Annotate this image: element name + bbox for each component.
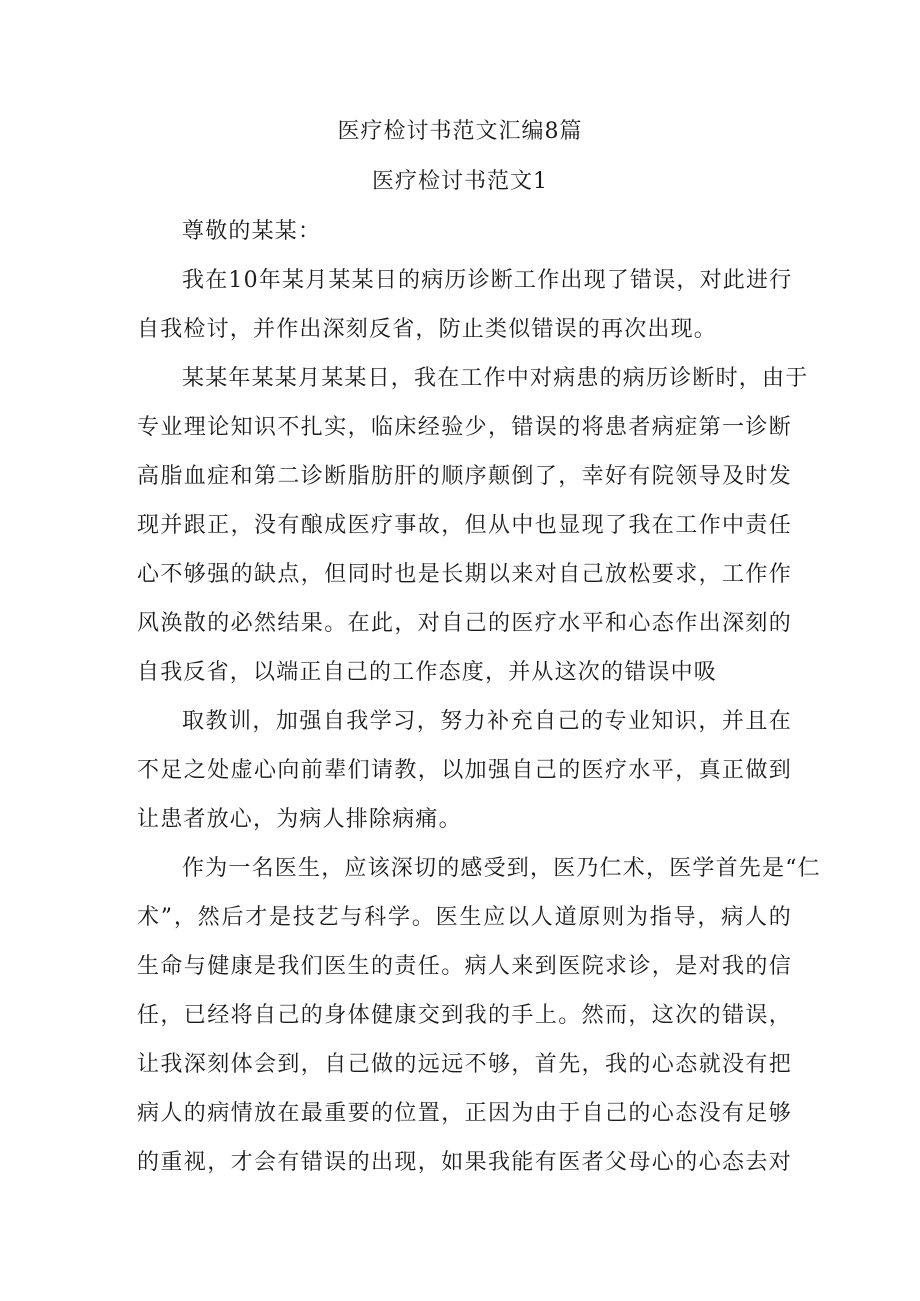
paragraph-line: 现并跟正，没有酿成医疗事故，但从中也显现了我在工作中责任 [137,513,792,538]
salutation-block [137,207,792,256]
paragraph-line: 高脂血症和第二诊断脂肪肝的顺序颠倒了，幸好有院领导及时发 [137,464,792,489]
paragraph-2 [137,354,809,697]
paragraph-1 [137,256,792,354]
paragraph-4 [137,844,821,1187]
paragraph-line: 让患者放心，为病人排除病痛。 [137,807,462,832]
paragraph-line: 心不够强的缺点，但同时也是长期以来对自己放松要求，工作作 [137,562,792,587]
paragraph-line: 专业理论知识不扎实，临床经验少，错误的将患者病症第一诊断 [137,415,792,440]
paragraph-line: 作为一名医生，应该深切的感受到，医乃仁术，医学首先是“仁 [182,856,821,881]
document-title: 医疗检讨书范文汇编8篇 [337,119,583,144]
paragraph-line: 不足之处虚心向前辈们请教，以加强自己的医疗水平，真正做到 [137,758,792,783]
paragraph-line: 的重视，才会有错误的出现，如果我能有医者父母心的心态去对 [137,1150,792,1175]
paragraph-line: 生命与健康是我们医生的责任。病人来到医院求诊，是对我的信 [137,954,792,979]
paragraph-line: 自我反省，以端正自己的工作态度，并从这次的错误中吸 [137,660,718,685]
paragraph-line: 病人的病情放在最重要的位置，正因为由于自己的心态没有足够 [137,1101,792,1126]
paragraph-line: 任，已经将自己的身体健康交到我的手上。然而，这次的错误， [137,1003,792,1028]
paragraph-line: 我在10年某月某某日的病历诊断工作出现了错误，对此进行 [182,268,793,293]
paragraph-line: 风涣散的必然结果。在此，对自己的医疗水平和心态作出深刻的 [137,611,792,636]
paragraph-line: 自我检讨，并作出深刻反省，防止类似错误的再次出现。 [137,317,718,342]
salutation: 尊敬的某某： [182,219,322,244]
paragraph-line: 让我深刻体会到，自己做的远远不够，首先，我的心态就没有把 [137,1052,792,1077]
paragraph-line: 取教训，加强自我学习，努力补充自己的专业知识，并且在 [182,709,792,734]
paragraph-3 [137,697,792,844]
paragraph-line: 术”，然后才是技艺与科学。医生应以人道原则为指导，病人的 [137,905,792,930]
section-title: 医疗检讨书范文1 [372,169,548,194]
paragraph-line: 某某年某某月某某日，我在工作中对病患的病历诊断时，由于 [182,366,809,391]
